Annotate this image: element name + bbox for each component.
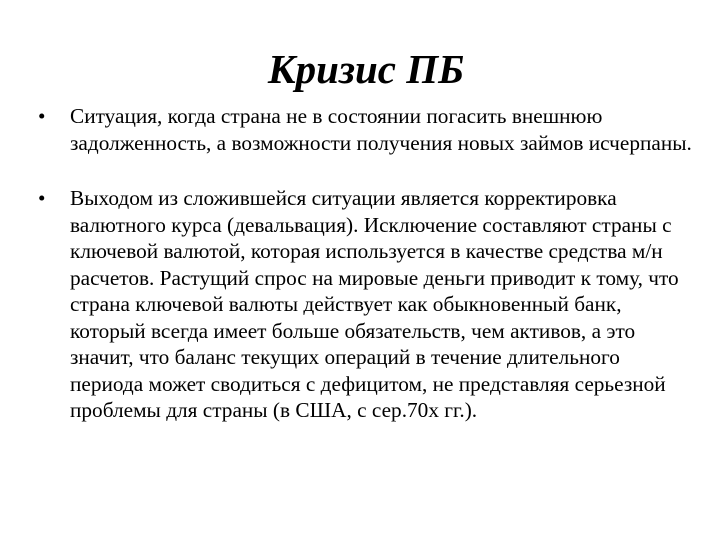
bullet-text: Ситуация, когда страна не в состоянии погасить внешнюю задолженность, а возможности получения новых займов исчерпаны. bbox=[70, 104, 692, 155]
bullet-icon: • bbox=[38, 104, 46, 128]
slide-title: Кризис ПБ bbox=[267, 46, 465, 92]
bullet-item bbox=[36, 185, 696, 424]
bullet-text: Выходом из сложившейся ситуации является корректировка валютного курса (девальвация). Исключение составляют страны с ключевой валютой, которая используется в качестве средства м/н расчетов. Растущий спрос на мировые деньги приводит к тому, что страна ключевой валюты действует как обыкновенный банк, который всегда имеет больше обязательств, чем активов, а это значит, что баланс текущих операций в течение длительного периода может сводиться с дефицитом, не представляя серьезной проблемы для страны (в США, с сер.70х гг.). bbox=[70, 186, 679, 422]
bullet-list bbox=[36, 103, 696, 424]
bullet-icon: • bbox=[38, 186, 46, 210]
bullet-item bbox=[36, 103, 696, 156]
